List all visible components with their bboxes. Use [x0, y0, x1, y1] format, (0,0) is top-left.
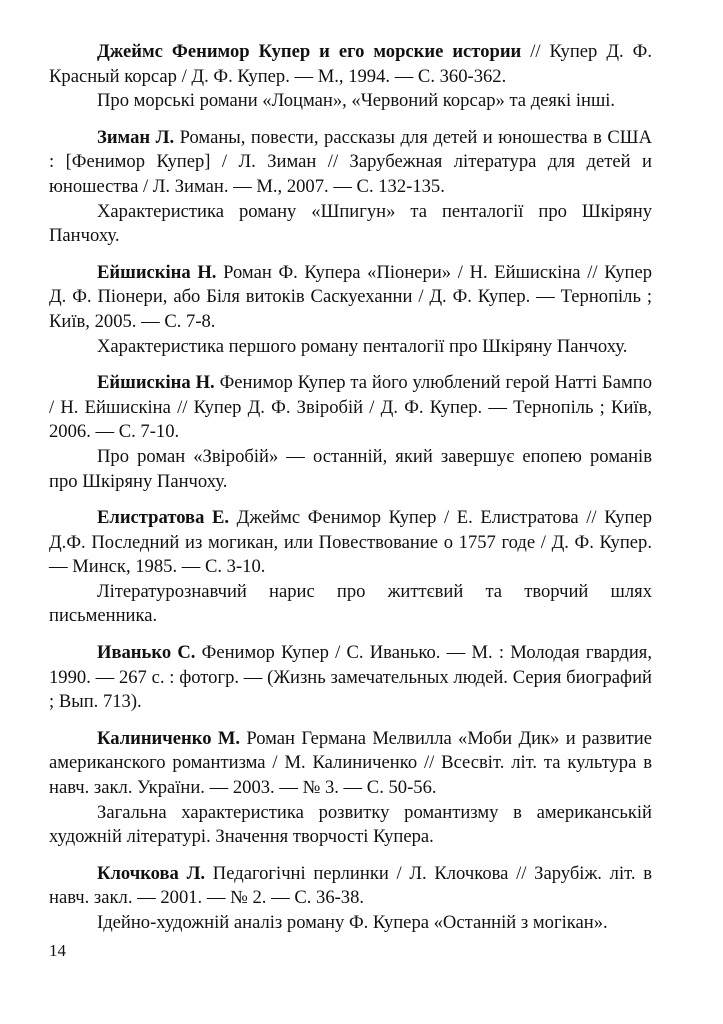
- entry-citation-text: Фенимор Купер та його улюблений герой Натті Бампо / Н. Ейшискіна // Купер Д. Ф. Звіробій / Д. Ф. Купер. — Тернопіль ; Київ, 2006. — С. 7-10.: [49, 372, 652, 443]
- entry-citation-text: Роман Германа Мелвилла «Моби Дик» и развитие американского романтизма / М. Калиниченко // Всесвіт. літ. та культура в навч. закл. України. — 2003. — № 3. — С. 50-56.: [49, 727, 652, 799]
- entry-citation: [49, 727, 652, 801]
- entry-annotation: Ідейно-художній аналіз роману Ф. Купера «Останній з могікан».: [97, 912, 608, 933]
- bibliography-entry: [49, 40, 652, 114]
- entry-author: Клочкова Л.: [97, 862, 206, 884]
- entry-citation: [49, 40, 652, 89]
- bibliography-entry: [49, 506, 652, 629]
- entry-annotation: Характеристика роману «Шпигун» та пенталогії про Шкіряну Панчоху.: [49, 200, 652, 247]
- entry-annotation: Про морські романи «Лоцман», «Червоний корсар» та деякі інші.: [97, 90, 616, 112]
- bibliography-entry: [49, 727, 652, 850]
- entry-author: Иванько С.: [97, 642, 196, 664]
- entry-citation-text: // Купер Д. Ф. Красный корсар / Д. Ф. Купер. — М., 1994. — С. 360-362.: [49, 41, 652, 87]
- entry-author: Джеймс Фенимор Купер и его морские истории: [97, 41, 522, 62]
- entry-annotation: Характеристика першого роману пенталогії про Шкіряну Панчоху.: [97, 335, 628, 357]
- entry-citation: [49, 261, 652, 335]
- entry-citation: [49, 641, 652, 715]
- entry-annotation: Літературознавчий нарис про життєвий та творчий шлях письменника.: [49, 580, 652, 627]
- bibliography-entry: [49, 261, 652, 359]
- bibliography-entry: [49, 641, 652, 715]
- entry-author: Ейшискіна Н.: [97, 372, 215, 394]
- entry-author: Елистратова Е.: [97, 507, 230, 529]
- entry-citation: [49, 126, 652, 200]
- entry-annotation: Про роман «Звіробій» — останній, який завершує епопею романів про Шкіряну Панчоху.: [49, 445, 652, 492]
- entry-citation-text: Педагогічні перлинки / Л. Клочкова // Зарубіж. літ. в навч. закл. — 2001. — № 2. — С. 36-38.: [49, 862, 652, 909]
- entry-citation: [49, 506, 652, 580]
- bibliography-entry: [49, 371, 652, 494]
- bibliography-page: [49, 40, 652, 948]
- entry-citation: [49, 862, 652, 911]
- entry-author: Зиман Л.: [97, 126, 175, 148]
- entry-citation-text: Роман Ф. Купера «Піонери» / Н. Ейшискіна // Купер Д. Ф. Піонери, або Біля витоків Саскуеханни / Д. Ф. Купер. — Тернопіль ; Київ, 2005. — С. 7-8.: [49, 261, 652, 332]
- entry-author: Калиниченко М.: [97, 727, 241, 749]
- bibliography-entry: [49, 126, 652, 249]
- page-number: 14: [49, 941, 66, 960]
- entry-author: Ейшискіна Н.: [97, 261, 217, 283]
- bibliography-entry: [49, 862, 652, 936]
- entry-citation-text: Фенимор Купер / С. Иванько. — М. : Молодая гвардия, 1990. — 267 с. : фотогр. — (Жизнь замечательных людей. Серия биографий ; Вып. 713).: [49, 642, 652, 713]
- entry-citation-text: Романы, повести, рассказы для детей и юношества в США : [Фенимор Купер] / Л. Зиман // Зарубежная література для детей и юношества / Л. Зиман. — М., 2007. — С. 132-135.: [49, 126, 652, 197]
- entry-citation-text: Джеймс Фенимор Купер / Е. Елистратова // Купер Д.Ф. Последний из могикан, или Повествование о 1757 годе / Д. Ф. Купер. — Минск, 1985. — С. 3-10.: [49, 507, 652, 578]
- entry-citation: [49, 371, 652, 445]
- entry-annotation: Загальна характеристика розвитку романтизму в американській художній літературі. Значення творчості Купера.: [49, 801, 652, 848]
